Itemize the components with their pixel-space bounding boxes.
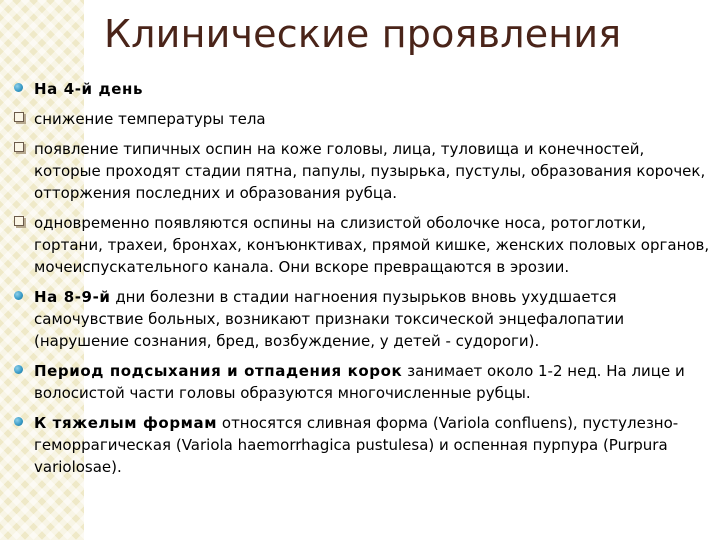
bullet-bold-text: К тяжелым формам [34, 414, 218, 432]
bullet-bold-text: Период подсыхания и отпадения корок [34, 362, 403, 380]
slide-title: Клинические проявления [104, 12, 622, 56]
bullet-text: занимает около 1-2 нед. На лице и волосистой части головы образуются многочисленные рубцы. [34, 362, 685, 402]
round-bullet-icon [14, 417, 23, 426]
square-bullet-icon [14, 216, 24, 226]
round-bullet-icon [14, 291, 23, 300]
bullet-item-temperature [12, 108, 712, 130]
bullet-item-severe-forms [12, 412, 712, 478]
bullet-item-day8-9 [12, 286, 712, 352]
square-bullet-icon [14, 112, 24, 122]
bullet-text: дни болезни в стадии нагноения пузырьков вновь ухудшается самочувствие больных, возникают признаки токсической энцефалопатии (нарушение сознания, бред, возбуждение, у детей - судороги). [34, 288, 625, 350]
square-bullet-icon [14, 142, 24, 152]
bullet-text: одновременно появляются оспины на слизистой оболочке носа, ротоглотки, гортани, трахеи, бронхах, конъюнктивах, прямой кишке, женских половых органов, мочеиспускательного канала. Они вскоре превращаются в эрозии. [34, 214, 710, 276]
bullet-bold-text: На 8-9-й [34, 288, 111, 306]
bullet-text: появление типичных оспин на коже головы, лица, туловища и конечностей, которые проходят стадии пятна, папулы, пузырька, пустулы, образования корочек, отторжения последних и образования рубца. [34, 140, 706, 202]
bullet-bold-text: На 4-й день [34, 80, 144, 98]
bullet-list [12, 78, 712, 486]
round-bullet-icon [14, 365, 23, 374]
round-bullet-icon [14, 83, 23, 92]
bullet-text: снижение температуры тела [34, 110, 266, 128]
bullet-item-skin-pocks [12, 138, 712, 204]
bullet-item-mucosa-pocks [12, 212, 712, 278]
bullet-text: относятся сливная форма (Variola confluens), пустулезно-геморрагическая (Variola haemorrhagica pustulesa) и оспенная пурпура (Purpura variolosae). [34, 414, 679, 476]
bullet-item-crust-period [12, 360, 712, 404]
bullet-item-day4 [12, 78, 712, 100]
